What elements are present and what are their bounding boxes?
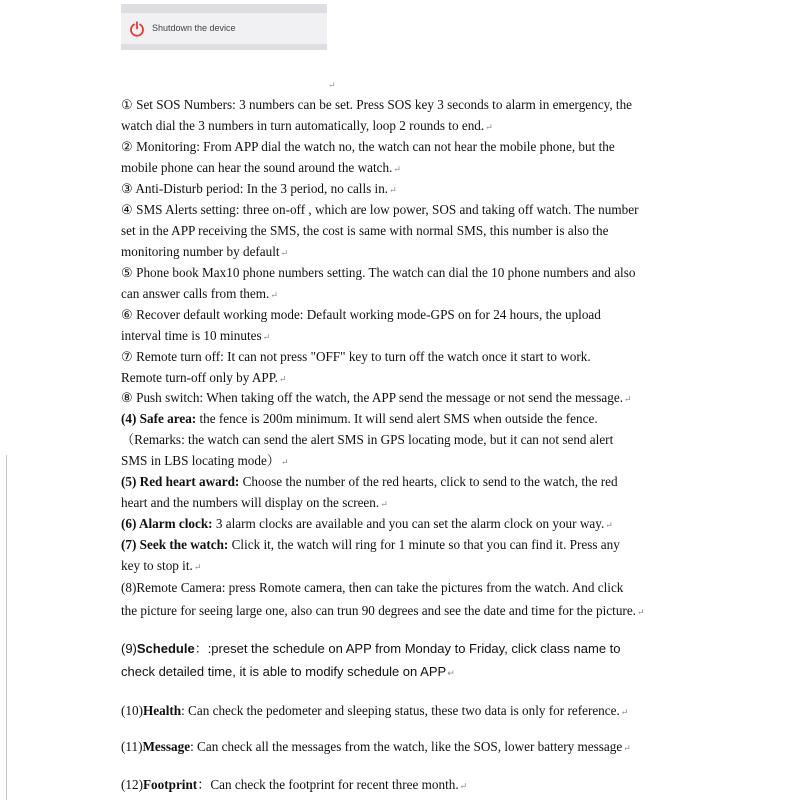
paragraph-mark: ↵ <box>270 290 278 300</box>
feature-line <box>121 453 289 470</box>
feature-line <box>121 223 608 239</box>
feature-line <box>121 202 638 218</box>
feature-text: ：:preset the schedule on APP from Monday to Friday, click class name to <box>194 641 621 656</box>
feature-text: Click it, the watch will ring for 1 minute so that you can find it. Press any <box>228 537 620 552</box>
feature-text: ：Can check the footprint for recent three month. <box>197 777 459 792</box>
feature-line <box>121 411 598 427</box>
feature-line <box>121 474 618 490</box>
feature-line <box>121 777 467 794</box>
feature-line <box>121 739 631 756</box>
feature-text: check detailed time, it is able to modify schedule on APP <box>121 664 447 679</box>
feature-text: (9) <box>121 641 137 656</box>
feature-heading: (7) Seek the watch: <box>121 537 229 552</box>
power-icon <box>129 21 145 37</box>
feature-text: heart and the numbers will display on the screen. <box>121 495 380 510</box>
feature-text: (11) <box>121 739 143 754</box>
feature-heading: Schedule <box>136 641 195 656</box>
feature-line <box>121 516 613 533</box>
feature-line <box>121 118 493 135</box>
paragraph-mark: ↵ <box>605 520 613 530</box>
feature-line <box>121 603 645 620</box>
feature-text: SMS in LBS locating mode） <box>121 453 280 468</box>
feature-text: ① Set SOS Numbers: 3 numbers can be set. Press SOS key 3 seconds to alarm in emergency, the <box>121 97 633 112</box>
feature-line <box>121 370 286 387</box>
feature-line <box>121 286 278 303</box>
paragraph-mark: ↵ <box>262 332 271 342</box>
feature-text: (12) <box>121 777 143 792</box>
feature-line <box>121 244 288 261</box>
feature-line <box>121 432 613 448</box>
feature-text: the picture for seeing large one, also can trun 90 degrees and see the date and time for the picture. <box>121 603 636 618</box>
feature-line <box>121 664 455 681</box>
paragraph-mark: ↵ <box>447 668 455 678</box>
feature-text: interval time is 10 minutes <box>121 328 262 343</box>
feature-line <box>121 160 401 177</box>
shutdown-menu-item[interactable] <box>121 4 327 50</box>
feature-text: ④ SMS Alerts setting: three on-off , which are low power, SOS and taking off watch. The number <box>121 202 639 217</box>
feature-text: (10) <box>121 703 143 718</box>
feature-text: key to stop it. <box>121 558 193 573</box>
feature-text: Choose the number of the red hearts, click to send to the watch, the red <box>239 474 618 489</box>
paragraph-mark: ↵ <box>623 743 631 753</box>
shutdown-label: Shutdown the device <box>152 23 236 33</box>
feature-line <box>121 641 621 657</box>
feature-text: ③ Anti-Disturb period: In the 3 period, no calls in. <box>121 181 389 196</box>
paragraph-mark: ↵ <box>636 607 645 617</box>
feature-text: Remote turn-off only by APP. <box>121 370 278 385</box>
feature-heading: (4) Safe area: <box>121 411 197 426</box>
feature-text: ⑥ Recover default working mode: Default working mode-GPS on for 24 hours, the upload <box>121 307 601 322</box>
paragraph-mark: ↵ <box>620 707 629 717</box>
paragraph-mark: ↵ <box>281 457 289 467</box>
feature-line <box>121 97 632 113</box>
paragraph-mark: ↵ <box>393 164 401 174</box>
feature-line <box>121 558 201 575</box>
feature-line <box>121 265 635 281</box>
divider <box>6 455 7 800</box>
feature-line <box>121 703 628 720</box>
feature-heading: Footprint <box>142 777 198 792</box>
feature-line <box>121 139 615 155</box>
feature-text: the fence is 200m minimum. It will send alert SMS when outside the fence. <box>196 411 598 426</box>
feature-line <box>121 495 388 512</box>
feature-heading: Message <box>142 739 191 754</box>
paragraph-mark: ↵ <box>328 80 336 90</box>
feature-text: monitoring number by default <box>121 244 280 259</box>
feature-text: can answer calls from them. <box>121 286 270 301</box>
feature-text: set in the APP receiving the SMS, the cost is same with normal SMS, this number is also the <box>121 223 609 238</box>
feature-line <box>121 580 623 596</box>
feature-text: ⑧ Push switch: When taking off the watch, the APP send the message or not send the message. <box>121 390 623 405</box>
paragraph-mark: ↵ <box>193 562 202 572</box>
feature-text: : Can check all the messages from the watch, like the SOS, lower battery message <box>190 739 623 754</box>
feature-text: 3 alarm clocks are available and you can set the alarm clock on your way. <box>212 516 605 531</box>
feature-text: : Can check the pedometer and sleeping status, these two data is only for reference. <box>181 703 620 718</box>
feature-text: ⑤ Phone book Max10 phone numbers setting. The watch can dial the 10 phone numbers and also <box>121 265 636 280</box>
feature-heading: (5) Red heart award: <box>121 474 240 489</box>
paragraph-mark: ↵ <box>389 185 397 195</box>
feature-line <box>121 349 591 365</box>
feature-line <box>121 181 397 198</box>
paragraph-mark: ↵ <box>485 122 493 132</box>
feature-heading: (6) Alarm clock: <box>121 516 213 531</box>
feature-line <box>121 307 601 323</box>
feature-text: （Remarks: the watch can send the alert SMS in GPS locating mode, but it can not send alert <box>121 432 614 447</box>
feature-text: ⑦ Remote turn off: It can not press "OFF" key to turn off the watch once it start to work. <box>121 349 591 364</box>
feature-text: watch dial the 3 numbers in turn automatically, loop 2 rounds to end. <box>121 118 485 133</box>
feature-text: mobile phone can hear the sound around the watch. <box>121 160 393 175</box>
paragraph-mark: ↵ <box>278 374 287 384</box>
paragraph-mark: ↵ <box>459 781 468 791</box>
paragraph-mark: ↵ <box>280 248 289 258</box>
paragraph-mark: ↵ <box>380 499 388 509</box>
feature-line <box>121 328 270 345</box>
feature-text: (8)Remote Camera: press Romote camera, then can take the pictures from the watch. And click <box>121 580 624 595</box>
feature-line <box>121 537 620 553</box>
feature-heading: Health <box>142 703 182 718</box>
feature-line <box>121 390 632 407</box>
paragraph-mark: ↵ <box>624 394 632 404</box>
feature-text: ② Monitoring: From APP dial the watch no, the watch can not hear the mobile phone, but the <box>121 139 615 154</box>
